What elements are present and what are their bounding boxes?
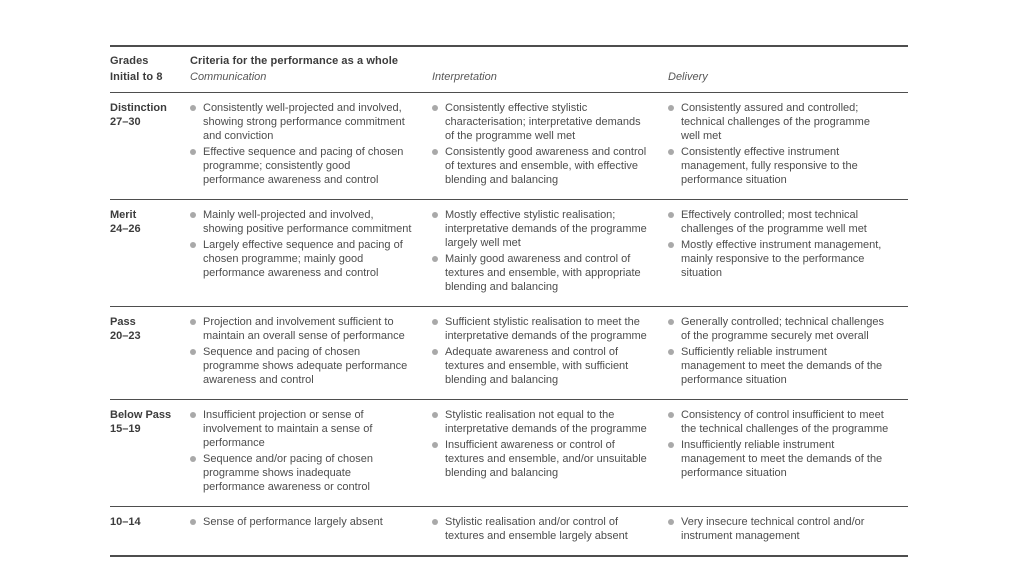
communication-cell xyxy=(190,315,432,389)
criteria-item xyxy=(190,238,414,280)
criteria-text: Effectively controlled; most technical challenges of the programme well met xyxy=(681,209,867,235)
criteria-item xyxy=(190,145,414,187)
criteria-item xyxy=(432,252,650,294)
bullet-icon xyxy=(190,319,196,325)
bullet-icon xyxy=(668,442,674,448)
criteria-text: Mostly effective instrument management, mainly responsive to the performance situation xyxy=(681,239,882,279)
criteria-table xyxy=(110,45,908,557)
criteria-item xyxy=(432,515,650,543)
criteria-item xyxy=(668,515,890,543)
grade-marks: 24–26 xyxy=(110,223,141,235)
criteria-text: Stylistic realisation not equal to the interpretative demands of the programme xyxy=(445,409,647,435)
criteria-item xyxy=(190,315,414,343)
table-row-pass xyxy=(110,307,908,400)
criteria-text: Stylistic realisation and/or control of textures and ensemble largely absent xyxy=(445,516,628,542)
criteria-item xyxy=(432,145,650,187)
criteria-text: Sense of performance largely absent xyxy=(203,516,383,528)
criteria-text: Mainly good awareness and control of textures and ensemble, with appropriate blending and balancing xyxy=(445,253,641,293)
delivery-cell xyxy=(668,208,908,296)
bullet-icon xyxy=(190,212,196,218)
criteria-item xyxy=(432,408,650,436)
bullet-icon xyxy=(668,149,674,155)
bullet-icon xyxy=(668,319,674,325)
criteria-item xyxy=(668,438,890,480)
bullet-icon xyxy=(668,105,674,111)
grade-name: Pass xyxy=(110,316,136,328)
criteria-item xyxy=(432,438,650,480)
communication-cell xyxy=(190,515,432,545)
criteria-text: Consistently assured and controlled; technical challenges of the programme well met xyxy=(681,102,870,142)
criteria-text: Effective sequence and pacing of chosen programme; consistently good performance awareness and control xyxy=(203,146,404,186)
criteria-text: Largely effective sequence and pacing of chosen programme; mainly good performance awareness and control xyxy=(203,239,403,279)
grade-cell xyxy=(110,408,190,496)
criteria-item xyxy=(668,145,890,187)
grade-marks: 15–19 xyxy=(110,423,141,435)
grade-cell xyxy=(110,315,190,389)
criteria-item xyxy=(668,238,890,280)
criteria-text: Sequence and/or pacing of chosen programme shows inadequate performance awareness or control xyxy=(203,453,374,493)
table-header xyxy=(110,45,908,93)
bullet-icon xyxy=(190,519,196,525)
table-row-below-pass xyxy=(110,400,908,507)
criteria-text: Sufficiently reliable instrument management to meet the demands of the performance situation xyxy=(681,346,883,386)
bullet-icon xyxy=(190,456,196,462)
bullet-icon xyxy=(668,242,674,248)
criteria-text: Mostly effective stylistic realisation; interpretative demands of the programme largely well met xyxy=(445,209,647,249)
delivery-cell xyxy=(668,515,908,545)
criteria-item xyxy=(668,208,890,236)
column-header-communication: Communication xyxy=(190,71,267,83)
criteria-item xyxy=(190,408,414,450)
grade-name: Below Pass xyxy=(110,409,172,421)
bullet-icon xyxy=(432,212,438,218)
interpretation-cell xyxy=(432,515,668,545)
interpretation-cell xyxy=(432,101,668,189)
criteria-text: Adequate awareness and control of textures and ensemble, with sufficient blending and balancing xyxy=(445,346,629,386)
bullet-icon xyxy=(190,149,196,155)
criteria-item xyxy=(668,408,890,436)
criteria-item xyxy=(668,101,890,143)
bullet-icon xyxy=(668,412,674,418)
interpretation-cell xyxy=(432,408,668,496)
delivery-cell xyxy=(668,408,908,496)
grade-marks: 20–23 xyxy=(110,330,141,342)
bullet-icon xyxy=(668,519,674,525)
criteria-header-title: Criteria for the performance as a whole xyxy=(190,55,399,67)
grade-name: 10–14 xyxy=(110,516,141,528)
grade-marks: 27–30 xyxy=(110,116,141,128)
bullet-icon xyxy=(432,412,438,418)
communication-cell xyxy=(190,208,432,296)
bullet-icon xyxy=(432,319,438,325)
grades-header-label: Grades xyxy=(110,55,149,67)
communication-cell xyxy=(190,101,432,189)
criteria-text: Sufficient stylistic realisation to meet the interpretative demands of the programme xyxy=(445,316,647,342)
grades-header-range: Initial to 8 xyxy=(110,71,163,83)
criteria-item xyxy=(432,315,650,343)
grade-cell xyxy=(110,515,190,545)
table-row-merit xyxy=(110,200,908,307)
criteria-item xyxy=(432,208,650,250)
criteria-text: Consistently good awareness and control of textures and ensemble, with effective blending and balancing xyxy=(445,146,647,186)
criteria-item xyxy=(190,208,414,236)
criteria-item xyxy=(190,452,414,494)
bullet-icon xyxy=(190,242,196,248)
criteria-text: Consistency of control insufficient to meet the technical challenges of the programme xyxy=(681,409,889,435)
criteria-text: Projection and involvement sufficient to maintain an overall sense of performance xyxy=(203,316,405,342)
bullet-icon xyxy=(668,212,674,218)
criteria-text: Very insecure technical control and/or instrument management xyxy=(681,516,865,542)
criteria-text: Consistently well-projected and involved, showing strong performance commitment and conviction xyxy=(203,102,405,142)
bullet-icon xyxy=(432,442,438,448)
table-row-10-14 xyxy=(110,507,908,557)
criteria-text: Consistently effective instrument management, fully responsive to the performance situation xyxy=(681,146,858,186)
criteria-item xyxy=(190,101,414,143)
criteria-item xyxy=(668,315,890,343)
bullet-icon xyxy=(432,105,438,111)
criteria-text: Generally controlled; technical challenges of the programme securely met overall xyxy=(681,316,885,342)
delivery-cell xyxy=(668,101,908,189)
criteria-item xyxy=(190,515,414,529)
criteria-text: Insufficiently reliable instrument management to meet the demands of the performance situation xyxy=(681,439,883,479)
grade-cell xyxy=(110,208,190,296)
column-header-interpretation: Interpretation xyxy=(432,71,497,83)
grade-name: Merit xyxy=(110,209,137,221)
bullet-icon xyxy=(190,349,196,355)
criteria-item xyxy=(432,101,650,143)
criteria-text: Sequence and pacing of chosen programme shows adequate performance awareness and control xyxy=(203,346,408,386)
interpretation-cell xyxy=(432,315,668,389)
communication-cell xyxy=(190,408,432,496)
bullet-icon xyxy=(432,256,438,262)
criteria-text: Mainly well-projected and involved, showing positive performance commitment xyxy=(203,209,412,235)
bullet-icon xyxy=(432,519,438,525)
bullet-icon xyxy=(432,149,438,155)
grade-name: Distinction xyxy=(110,102,167,114)
grade-cell xyxy=(110,101,190,189)
bullet-icon xyxy=(190,412,196,418)
criteria-item xyxy=(432,345,650,387)
bullet-icon xyxy=(668,349,674,355)
delivery-cell xyxy=(668,315,908,389)
criteria-item xyxy=(190,345,414,387)
table-row-distinction xyxy=(110,93,908,200)
criteria-text: Insufficient awareness or control of textures and ensemble, and/or unsuitable blending and balancing xyxy=(445,439,647,479)
criteria-text: Consistently effective stylistic characterisation; interpretative demands of the programme well met xyxy=(445,102,641,142)
bullet-icon xyxy=(432,349,438,355)
criteria-item xyxy=(668,345,890,387)
bullet-icon xyxy=(190,105,196,111)
criteria-text: Insufficient projection or sense of involvement to maintain a sense of performance xyxy=(203,409,373,449)
column-header-delivery: Delivery xyxy=(668,71,708,83)
interpretation-cell xyxy=(432,208,668,296)
